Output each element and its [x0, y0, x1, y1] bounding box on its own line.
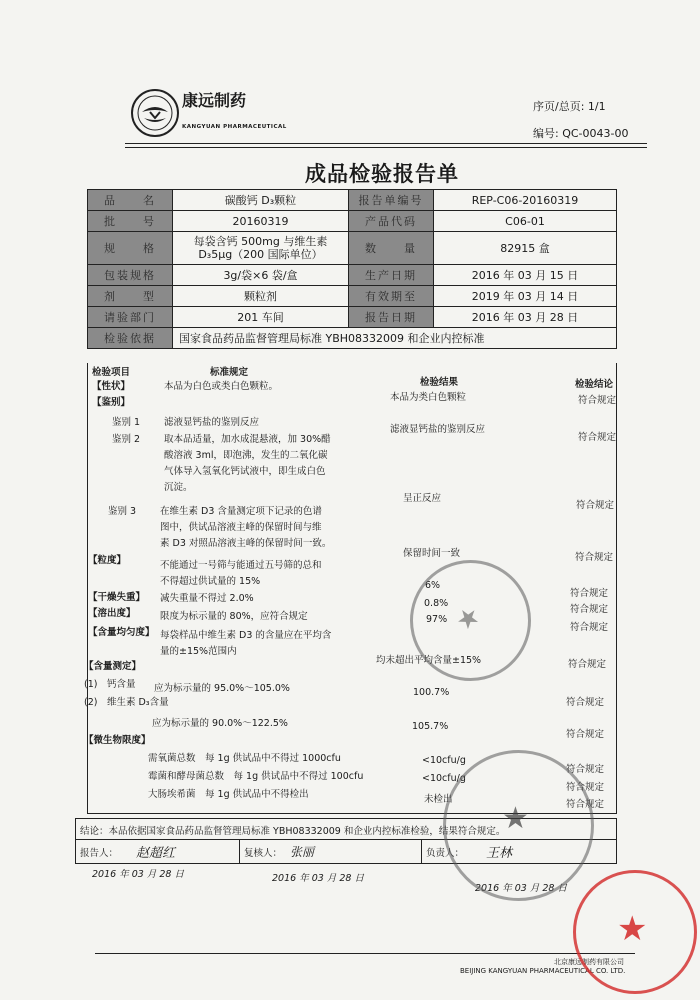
ecoli-conc: 符合规定	[566, 799, 605, 810]
micro-label: 【微生物限度】	[84, 735, 151, 746]
quality-stamp	[573, 870, 697, 994]
ca-conc: 符合规定	[566, 697, 605, 708]
id1-label: 鉴别 1	[112, 417, 141, 428]
reviewer-signature: 张丽	[290, 845, 315, 859]
col-item: 检验项目	[92, 367, 131, 378]
id2-std-2: 酸溶液 3ml，即泡沸，发生的二氧化碳	[164, 450, 328, 461]
reporter-date: 2016 年 03 月 28 日	[92, 869, 184, 880]
vd-conc: 符合规定	[566, 729, 605, 740]
mold-std: 霉菌和酵母菌总数 每 1g 供试品中不得过 100cfu	[148, 771, 364, 782]
doc-number: 编号: QC-0043-00	[533, 127, 629, 140]
report-date-label: 报告日期	[349, 307, 434, 327]
page-info: 序页/总页: 1/1	[533, 100, 606, 113]
spec: 每袋含钙 500mg 与维生素 D₃5μg（200 国际单位）	[173, 232, 349, 264]
product-code: C06-01	[505, 214, 545, 228]
company-logo	[130, 88, 180, 138]
dry-label: 【干燥失重】	[88, 592, 146, 603]
package: 3g/袋×6 袋/盒	[173, 265, 349, 285]
footer-cn: 北京康远制药有限公司	[554, 958, 624, 966]
unif-conc: 符合规定	[568, 659, 607, 670]
vd-std: 应为标示量的 90.0%～122.5%	[152, 718, 288, 729]
expiry: 2019 年 03 月 14 日	[471, 290, 579, 303]
report-date: 2016 年 03 月 28 日	[471, 311, 579, 324]
ecoli-std: 大肠埃希菌 每 1g 供试品中不得检出	[148, 789, 309, 800]
form-label: 剂 型	[88, 286, 173, 306]
trait-res: 本品为类白色颗粒	[390, 392, 467, 403]
col-conclusion: 检验结论	[575, 379, 614, 390]
expiry-label: 有效期至	[349, 286, 434, 306]
diss-res: 97%	[426, 614, 448, 625]
id3-label: 鉴别 3	[108, 506, 137, 517]
dry-std: 减失重量不得过 2.0%	[160, 593, 254, 604]
reporter-label: 报告人：	[80, 848, 119, 859]
manager-label: 负责人：	[426, 848, 465, 859]
basis: 国家食品药品监督管理局标准 YBH08332009 和企业内控标准	[179, 332, 485, 345]
ca-std: 应为标示量的 95.0%～105.0%	[154, 683, 290, 694]
basis-label: 检验依据	[88, 328, 173, 348]
dept-label: 请验部门	[88, 307, 173, 327]
header-rule	[125, 143, 647, 144]
id2-label: 鉴别 2	[112, 434, 141, 445]
form: 颗粒剂	[173, 286, 349, 306]
header-rule-2	[125, 147, 647, 148]
aer-std: 需氧菌总数 每 1g 供试品中不得过 1000cfu	[148, 753, 341, 764]
dry-res: 0.8%	[424, 598, 449, 609]
manager-signature: 王林	[486, 846, 513, 861]
report-no-label: 报告单编号	[349, 190, 434, 210]
prod-date: 2016 年 03 月 15 日	[471, 269, 579, 282]
batch-label: 批 号	[88, 211, 173, 231]
id3-std-1: 在维生素 D3 含量测定项下记录的色谱	[160, 506, 322, 517]
trait-conc: 符合规定	[578, 395, 617, 406]
quality-stamp-star-icon: ★	[617, 909, 648, 949]
package-label: 包装规格	[88, 265, 173, 285]
product-name: 碳酸钙 D₃颗粒	[173, 190, 349, 210]
qc-stamp-star-icon: ★	[450, 599, 487, 638]
trait-std: 本品为白色或类白色颗粒。	[164, 381, 279, 392]
reviewer-date: 2016 年 03 月 28 日	[272, 873, 364, 884]
footer-en: BEIJING KANGYUAN PHARMACEUTICAL CO. LTD.	[460, 967, 626, 975]
vd-res: 105.7%	[412, 721, 449, 732]
id1-res: 滤液显钙盐的鉴别反应	[390, 424, 486, 435]
quantity-label: 数 量	[349, 232, 434, 264]
company-name-cn: 康远制药	[182, 91, 247, 110]
col-result: 检验结果	[420, 377, 459, 388]
batch: 20160319	[173, 211, 349, 231]
ident-label: 【鉴别】	[92, 397, 131, 408]
conclusion: 结论：本品依据国家食品药品监督管理局标准 YBH08332009 和企业内控标准检验，结果符合规定。	[80, 826, 506, 837]
ca-label: (1) 钙含量	[84, 679, 136, 690]
unif-std-2: 量的±15%范围内	[160, 646, 237, 657]
grain-conc: 符合规定	[570, 588, 609, 599]
reviewer-label: 复核人：	[244, 848, 283, 859]
reporter-signature: 赵超红	[136, 846, 176, 861]
product-info-table	[87, 189, 617, 349]
id2-res: 呈正反应	[403, 493, 442, 504]
id3-std-2: 图中，供试品溶液主峰的保留时间与维	[160, 522, 322, 533]
aer-res: <10cfu/g	[422, 755, 466, 766]
diss-std: 限度为标示量的 80%，应符合规定	[160, 611, 308, 622]
unif-res: 均未超出平均含量±15%	[376, 655, 482, 666]
id2-std-3: 气体导入氢氧化钙试液中，即生成白色	[164, 466, 326, 477]
spec-label: 规 格	[88, 232, 173, 264]
ecoli-res: 未检出	[424, 794, 453, 805]
dept: 201 车间	[173, 307, 349, 327]
product-name-label: 品 名	[88, 190, 173, 210]
unif-label: 【含量均匀度】	[88, 627, 155, 638]
dry-conc: 符合规定	[570, 604, 609, 615]
aer-conc: 符合规定	[566, 764, 605, 775]
id3-std-3: 素 D3 对照品溶液主峰的保留时间一致。	[160, 538, 332, 549]
id1-conc: 符合规定	[578, 432, 617, 443]
vd-label: (2) 维生素 D₃含量	[84, 697, 169, 708]
grain-res: 6%	[425, 580, 441, 591]
ca-res: 100.7%	[413, 687, 450, 698]
diss-label: 【溶出度】	[88, 608, 136, 619]
manager-date: 2016 年 03 月 28 日	[475, 883, 567, 894]
grain-label: 【粒度】	[88, 555, 127, 566]
assay-label: 【含量测定】	[84, 661, 142, 672]
company-name-en: KANGYUAN PHARMACEUTICAL	[182, 124, 287, 130]
grain-std-1: 不能通过一号筛与能通过五号筛的总和	[160, 560, 322, 571]
unif-std-1: 每袋样品中维生素 D3 的含量应在平均含	[160, 630, 332, 641]
id2-std-4: 沉淀。	[164, 482, 193, 493]
mold-conc: 符合规定	[566, 782, 605, 793]
id2-conc: 符合规定	[576, 500, 615, 511]
page-title: 成品检验报告单	[305, 162, 459, 186]
diss-conc: 符合规定	[570, 622, 609, 633]
product-code-label: 产品代码	[349, 211, 434, 231]
footer-rule	[95, 953, 635, 954]
company-stamp-star-icon: ★	[502, 801, 529, 836]
id1-std: 滤液显钙盐的鉴别反应	[164, 417, 260, 428]
report-no: REP-C06-20160319	[471, 193, 579, 207]
col-standard: 标准规定	[210, 367, 249, 378]
company-stamp	[443, 750, 594, 901]
quantity: 82915 盒	[500, 242, 550, 255]
trait-label: 【性状】	[92, 381, 131, 392]
prod-date-label: 生产日期	[349, 265, 434, 285]
mold-res: <10cfu/g	[422, 773, 466, 784]
id2-std-1: 取本品适量，加水成混悬液，加 30%醋	[164, 434, 331, 445]
id3-conc: 符合规定	[575, 552, 614, 563]
grain-std-2: 不得超过供试量的 15%	[160, 576, 261, 587]
id3-res: 保留时间一致	[403, 548, 461, 559]
